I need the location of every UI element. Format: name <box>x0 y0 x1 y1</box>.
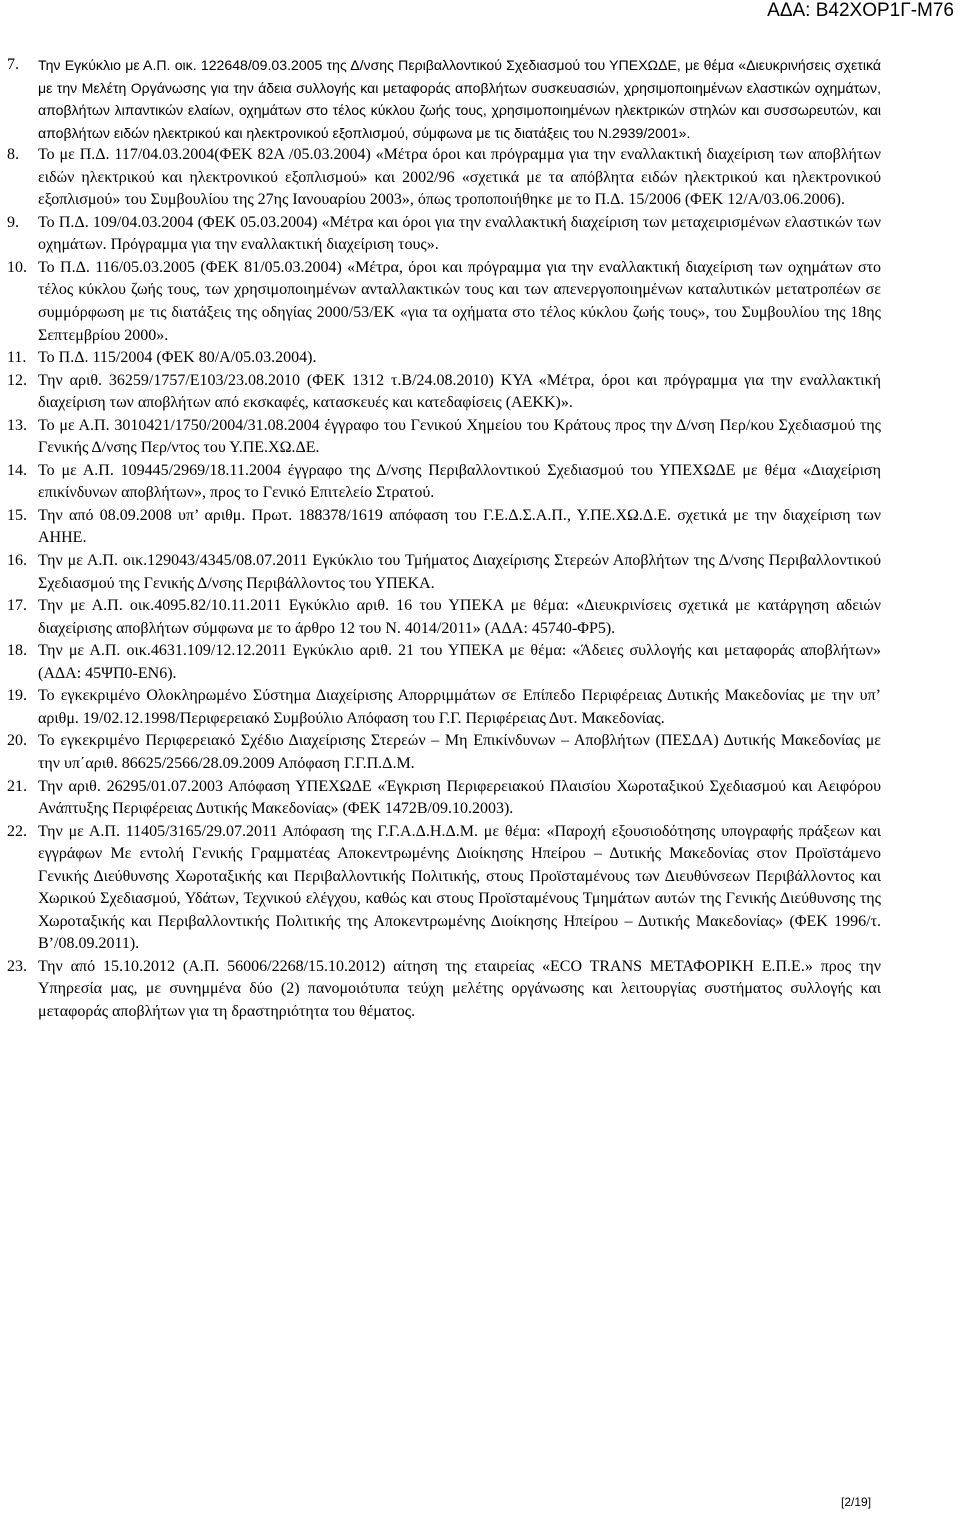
item-text: Το Π.Δ. 116/05.03.2005 (ΦΕΚ 81/05.03.2004) «Μέτρα, όροι και πρόγραμμα για την εναλλακτική διαχείριση των οχημάτων στο τέλος κύκλου ζωής τους, των χρησιμοποιημένων ανταλλακτικών τους και των απενεργοποιημένων καταλυτικών μετατροπέων σε συμμόρφωση με τις διατάξεις της οδηγίας 2000/53/ΕΚ «για τα οχήματα στο τέλος κύκλου ζωής τους», του Συμβουλίου της 18ης Σεπτεμβρίου 2000». <box>38 258 881 344</box>
item-number: 11. <box>7 349 27 367</box>
item-text: Το Π.Δ. 115/2004 (ΦΕΚ 80/Α/05.03.2004). <box>38 349 317 367</box>
item-number: 9. <box>7 213 19 231</box>
list-item <box>7 505 881 550</box>
item-number: 23. <box>7 957 27 975</box>
item-number: 12. <box>7 371 27 389</box>
item-number: 14. <box>7 461 27 479</box>
item-text: Την αριθ. 36259/1757/Ε103/23.08.2010 (ΦΕΚ 1312 τ.Β/24.08.2010) ΚΥΑ «Μέτρα, όροι και πρόγραμμα για την εναλλακτική διαχείριση των αποβλήτων από εκσκαφές, κατασκευές και κατεδαφίσεις (ΑΕΚΚ)». <box>38 371 881 412</box>
page-number: [2/19] <box>841 1495 872 1509</box>
item-number: 10. <box>7 258 27 276</box>
item-number: 17. <box>7 597 27 615</box>
item-number: 21. <box>7 777 27 795</box>
item-text: Την αριθ. 26295/01.07.2003 Απόφαση ΥΠΕΧΩΔΕ «Έγκριση Περιφερειακού Πλαισίου Χωροταξικού Σχεδιασμού και Αειφόρου Ανάπτυξης Περιφέρειας Δυτικής Μακεδονίας» (ΦΕΚ 1472Β/09.10.2003). <box>38 777 881 818</box>
item-number: 13. <box>7 416 27 434</box>
item-text: Το εγκεκριμένο Περιφερειακό Σχέδιο Διαχείρισης Στερεών – Μη Επικίνδυνων – Αποβλήτων (ΠΕΣΔΑ) Δυτικής Μακεδονίας με την υπ΄αριθ. 86625/2566/28.09.2009 Απόφαση Γ.Γ.Π.Δ.Μ. <box>38 732 881 772</box>
list-item <box>7 257 881 347</box>
item-text: Το με Α.Π. 3010421/1750/2004/31.08.2004 έγγραφο του Γενικού Χημείου του Κράτους προς την Δ/νση Περ/κου Σχεδιασμού της Γενικής Δ/νσης Περ/ντος του Υ.ΠΕ.ΧΩ.ΔΕ. <box>38 416 881 457</box>
list-item <box>7 685 881 730</box>
list-item <box>7 595 881 640</box>
list-item <box>7 776 881 821</box>
item-text: Την με Α.Π. 11405/3165/29.07.2011 Απόφαση της Γ.Γ.Α.Δ.Η.Δ.Μ. με θέμα: «Παροχή εξουσιοδότησης υπογραφής πράξεων και εγγράφων Με εντολή Γενικής Γραμματέας Αποκεντρωμένης Διοίκησης Ηπείρου – Δυτικής Μακεδονίας στον Προϊστάμενο Γενικής Διεύθυνσης Χωροταξικής και Περιβαλλοντικής Πολιτικής, στους Προϊσταμένους των Διευθύνσεων Περιβάλλοντος και Χωρικού Σχεδιασμού, Υδάτων, Τεχνικού ελέγχου, καθώς και στους Προϊσταμένους Τμημάτων αυτών της Γενικής Διεύθυνσης της Χωροταξικής και Περιβαλλοντικής Πολιτικής της Αποκεντρωμένης Διοίκησης Ηπείρου – Δυτικής Μακεδονίας» (ΦΕΚ 1996/τ. Β’/08.09.2011). <box>38 822 881 953</box>
list-item <box>7 144 881 212</box>
item-text: Την με Α.Π. οικ.129043/4345/08.07.2011 Εγκύκλιο του Τμήματος Διαχείρισης Στερεών Αποβλήτων της Δ/νσης Περιβαλλοντικού Σχεδιασμού της Γενικής Δ/νσης Περιβάλλοντος του ΥΠΕΚΑ. <box>38 552 881 592</box>
item-number: 7. <box>7 56 19 73</box>
list-item <box>7 347 881 370</box>
list-item <box>7 640 881 685</box>
document-body <box>7 54 881 1024</box>
list-item <box>7 821 881 956</box>
list-item <box>7 370 881 415</box>
list-item <box>7 956 881 1024</box>
ada-header: ΑΔΑ: Β42ΧΟΡ1Γ-Μ76 <box>767 0 954 21</box>
item-text: Την με Α.Π. οικ.4095.82/10.11.2011 Εγκύκλιο αριθ. 16 του ΥΠΕΚΑ με θέμα: «Διευκρινίσεις σχετικά με κατάργηση αδειών διαχείρισης αποβλήτων σύμφωνα με το άρθρο 12 του Ν. 4014/2011» (ΑΔΑ: 45740-ΦΡ5). <box>38 597 881 637</box>
item-number: 22. <box>7 822 27 840</box>
item-text: Το με Α.Π. 109445/2969/18.11.2004 έγγραφο της Δ/νσης Περιβαλλοντικού Σχεδιασμού του ΥΠΕΧΩΔΕ με θέμα «Διαχείριση επικίνδυνων αποβλήτων», προς το Γενικό Επιτελείο Στρατού. <box>38 461 881 502</box>
item-text: Το με Π.Δ. 117/04.03.2004(ΦΕΚ 82Α /05.03.2004) «Μέτρα όροι και πρόγραμμα για την εναλλακτική διαχείριση των αποβλήτων ειδών ηλεκτρικού και ηλεκτρονικού εξοπλισμού» και 2002/96 «σχετικά με τα απόβλητα ειδών ηλεκτρικού και ηλεκτρονικού εξοπλισμού» του Συμβουλίου της 27ης Ιανουαρίου 2003», όπως τροποποιήθηκε με το Π.Δ. 15/2006 (ΦΕΚ 12/Α/03.06.2006). <box>38 146 881 209</box>
list-item <box>7 54 881 144</box>
list-item <box>7 415 881 460</box>
item-number: 16. <box>7 552 27 570</box>
list-item <box>7 730 881 775</box>
item-number: 19. <box>7 687 27 705</box>
item-number: 18. <box>7 642 27 660</box>
list-item <box>7 550 881 595</box>
item-text: Την Εγκύκλιο με Α.Π. οικ. 122648/09.03.2005 της Δ/νσης Περιβαλλοντικού Σχεδιασμού του ΥΠΕΧΩΔΕ, με θέμα «Διευκρινήσεις σχετικά με την Μελέτη Οργάνωσης για την άδεια συλλογής και μεταφοράς αποβλήτων συσκευασιών, χρησιμοποιημένων ελαστικών οχημάτων, αποβλήτων λιπαντικών ελαίων, οχημάτων στο τέλος κύκλου ζωής τους, χρησιμοποιημένων ηλεκτρικών στηλών και συσσωρευτών, και αποβλήτων ειδών ηλεκτρικού και ηλεκτρονικού εξοπλισμού, σύμφωνα με τις διατάξεις του Ν.2939/2001». <box>38 57 881 141</box>
item-text: Την με Α.Π. οικ.4631.109/12.12.2011 Εγκύκλιο αριθ. 21 του ΥΠΕΚΑ με θέμα: «Άδειες συλλογής και μεταφοράς αποβλήτων» (ΑΔΑ: 45ΨΠ0-ΕΝ6). <box>38 642 881 682</box>
item-number: 8. <box>7 146 19 164</box>
list-item <box>7 212 881 257</box>
item-number: 20. <box>7 732 27 750</box>
item-text: Το Π.Δ. 109/04.03.2004 (ΦΕΚ 05.03.2004) «Μέτρα και όροι για την εναλλακτική διαχείριση των μεταχειρισμένων ελαστικών των οχημάτων. Πρόγραμμα για την εναλλακτική διαχείριση τους». <box>38 213 881 254</box>
item-text: Το εγκεκριμένο Ολοκληρωμένο Σύστημα Διαχείρισης Απορριμμάτων σε Επίπεδο Περιφέρειας Δυτικής Μακεδονίας με την υπ’ αριθμ. 19/02.12.1998/Περιφερειακό Συμβούλιο Απόφαση του Γ.Γ. Περιφέρειας Δυτ. Μακεδονίας. <box>38 687 881 727</box>
item-number: 15. <box>7 506 27 524</box>
item-text: Την από 08.09.2008 υπ’ αριθμ. Πρωτ. 188378/1619 απόφαση του Γ.Ε.Δ.Σ.Α.Π., Υ.ΠΕ.ΧΩ.Δ.Ε. σχετικά με την διαχείριση των ΑΗΗΕ. <box>38 506 881 547</box>
item-text: Την από 15.10.2012 (Α.Π. 56006/2268/15.10.2012) αίτηση της εταιρείας «ECO TRANS ΜΕΤΑΦΟΡΙΚΗ Ε.Π.Ε.» προς την Υπηρεσία μας, με συνημμένα δύο (2) πανομοιότυπα τεύχη μελέτης οργάνωσης και λειτουργίας συστήματος συλλογής και μεταφοράς αποβλήτων για τη δραστηριότητα του θέματος. <box>38 957 881 1020</box>
list-item <box>7 460 881 505</box>
